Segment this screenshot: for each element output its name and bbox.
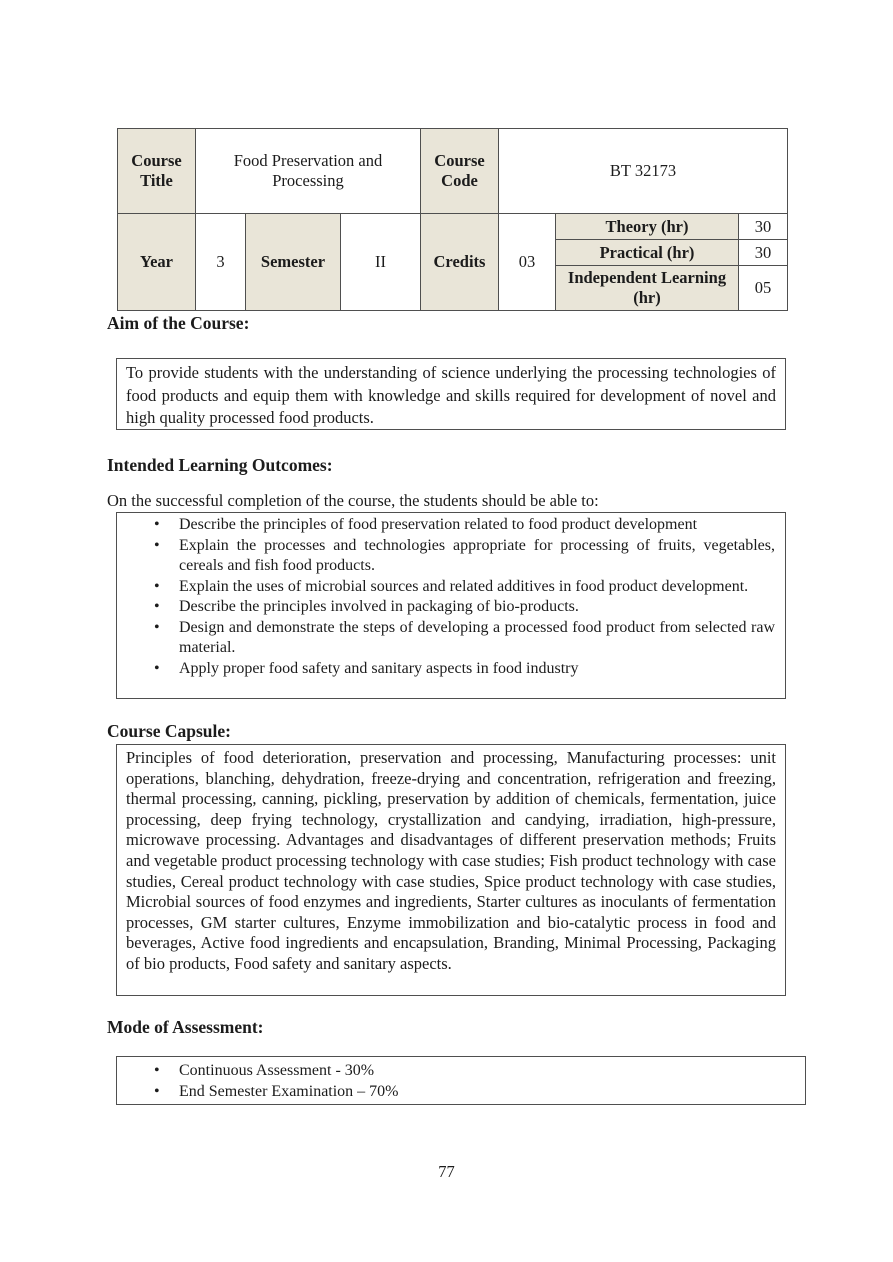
assessment-heading: Mode of Assessment: — [107, 1017, 264, 1037]
capsule-heading: Course Capsule: — [107, 721, 231, 741]
year-label-cell: Year — [118, 214, 196, 311]
table-row — [118, 214, 788, 240]
aim-text: To provide students with the understanding of science underlying the processing technologies of food products and equip them with knowledge and skills required for development of novel and high quality processed food products. — [126, 363, 776, 427]
ilo-box — [116, 512, 786, 699]
practical-hours-label-cell: Practical (hr) — [556, 240, 739, 266]
aim-box — [116, 358, 786, 430]
course-title-value-cell: Food Preservation and Processing — [196, 129, 421, 214]
theory-hours-value-cell: 30 — [739, 214, 788, 240]
semester-label-cell: Semester — [246, 214, 341, 311]
list-item: • Explain the uses of microbial sources and related additives in food product development. — [117, 577, 785, 598]
ilo-list — [117, 513, 785, 681]
page-number: 77 — [438, 1162, 455, 1181]
list-item: • Describe the principles involved in packaging of bio-products. — [117, 597, 785, 618]
list-item: • Design and demonstrate the steps of developing a processed food product from selected raw material. — [117, 618, 785, 659]
semester-value-cell: II — [341, 214, 421, 311]
practical-hours-value-cell: 30 — [739, 240, 788, 266]
course-code-value-cell: BT 32173 — [499, 129, 788, 214]
independent-learning-label-cell: Independent Learning (hr) — [556, 266, 739, 311]
capsule-text: Principles of food deterioration, preservation and processing, Manufacturing processes: unit operations, blanching, dehydration, freeze-drying and concentration, refrigeration and freezing, thermal processing, canning, pickling, preservation by addition of chemicals, fermentation, juice processing, deep frying technology, crystallization and candying, irradiation, high-pressure, microwave processing. Advantages and disadvantages of different preservation methods; Fruits and vegetable product processing technology with case studies; Fish product technology with case studies, Cereal product technology with case studies, Spice product technology with case studies, Microbial sources of food enzymes and ingredients, Starter cultures as inoculants of fermentation processes, GM starter cultures, Enzyme immobilization and bio-catalytic process in food and beverages, Active food ingredients and encapsulation, Branding, Minimal Processing, Packaging of bio products, Food safety and sanitary aspects. — [126, 748, 776, 973]
ilo-heading: Intended Learning Outcomes: — [107, 455, 333, 475]
year-value-cell: 3 — [196, 214, 246, 311]
list-item: • Describe the principles of food preservation related to food product development — [117, 515, 785, 536]
table-row — [118, 129, 788, 214]
theory-hours-label-cell: Theory (hr) — [556, 214, 739, 240]
credits-value-cell: 03 — [499, 214, 556, 311]
independent-learning-value-cell: 05 — [739, 266, 788, 311]
credits-label-cell: Credits — [421, 214, 499, 311]
list-item: • Apply proper food safety and sanitary aspects in food industry — [117, 659, 785, 680]
ilo-intro: On the successful completion of the course, the students should be able to: — [107, 491, 599, 510]
aim-heading: Aim of the Course: — [107, 313, 250, 333]
course-info-table — [117, 128, 788, 311]
list-item: • End Semester Examination – 70% — [117, 1081, 805, 1102]
course-code-label-cell: Course Code — [421, 129, 499, 214]
capsule-box — [116, 744, 786, 996]
list-item: • Continuous Assessment - 30% — [117, 1060, 805, 1081]
assessment-list — [117, 1057, 805, 1105]
assessment-box — [116, 1056, 806, 1105]
list-item: • Explain the processes and technologies appropriate for processing of fruits, vegetables, cereals and fish food products. — [117, 536, 785, 577]
course-title-label-cell: Course Title — [118, 129, 196, 214]
